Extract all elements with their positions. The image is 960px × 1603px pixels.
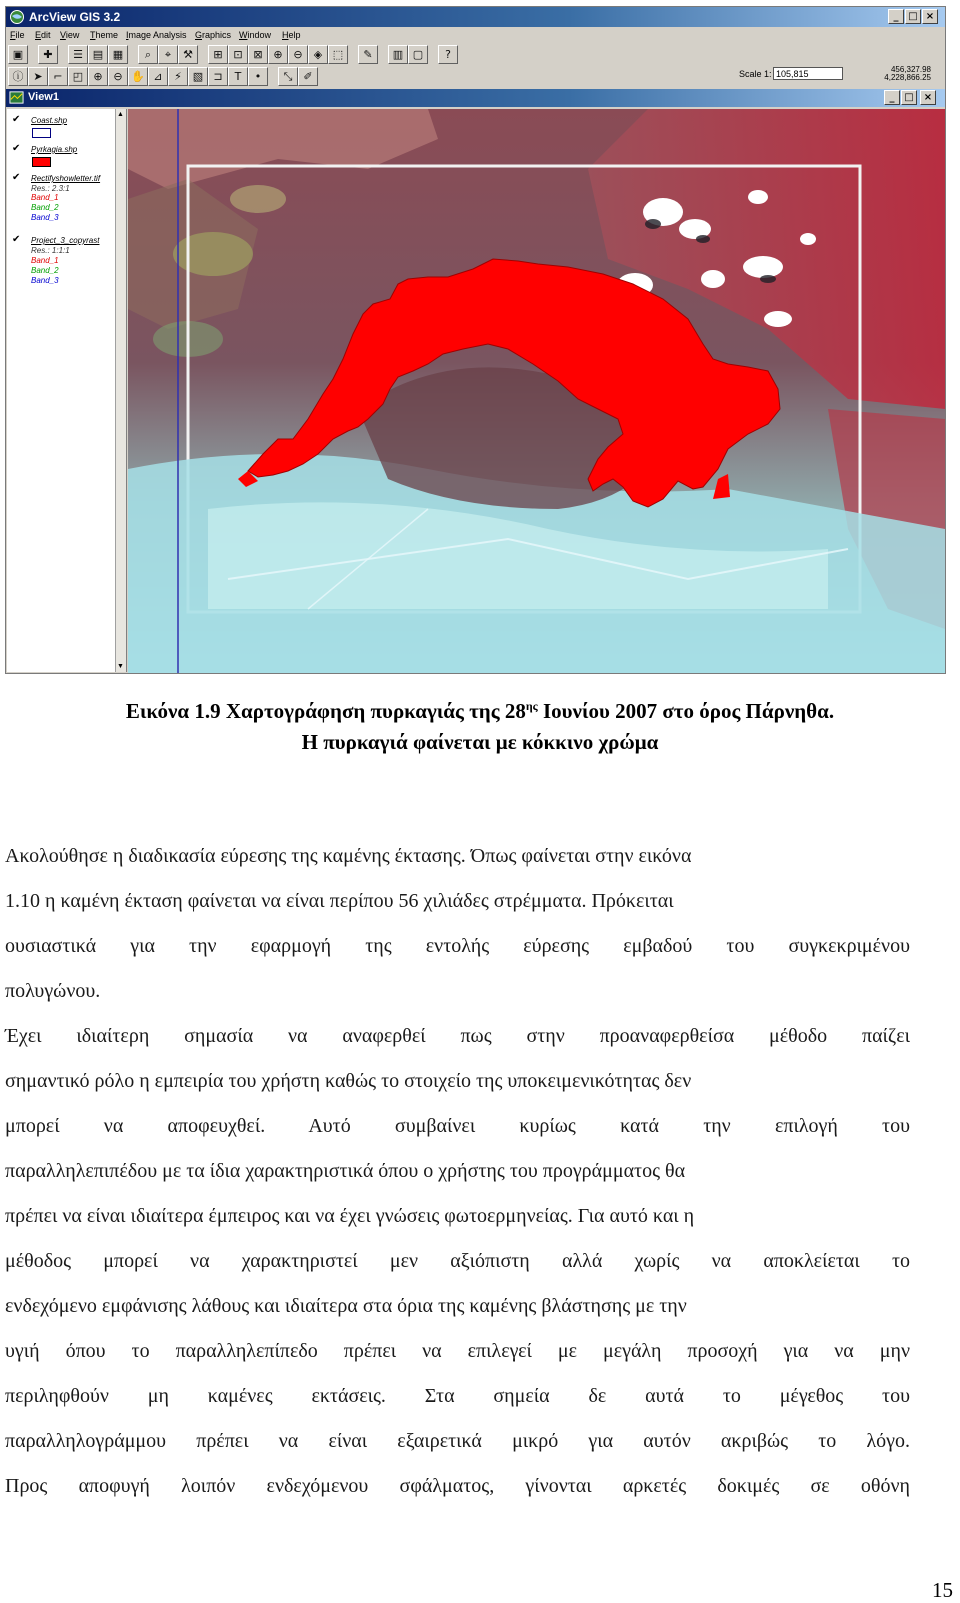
arcview-window [5,6,946,674]
zoom-in-fixed-button[interactable]: ⊕ [268,45,288,64]
view-window [6,89,945,673]
query-builder-button[interactable]: ⚒ [178,45,198,64]
rectify-res: Res.: 2.3:1 [31,184,70,193]
view-titlebar [6,89,945,107]
theme-project3[interactable]: Project_3_copyrast [31,236,100,245]
para2-line: παραλληλογράμμου πρέπει να είναι εξαιρετικά μικρό για αυτόν ακριβώς το λόγο. [5,1430,910,1452]
zoom-selected-button[interactable]: ⊠ [248,45,268,64]
menu-window[interactable]: Window [239,30,272,40]
pan-tool[interactable]: ✋ [128,67,148,86]
menu-bar [6,27,945,44]
project3-band-2: Band_2 [31,266,59,275]
para2-line: Προς αποφυγή λοιπόν ενδεχόμενου σφάλματος, γίνονται αρκετές δοκιμές σε οθόνη [5,1475,910,1497]
view-maximize-button[interactable]: □ [901,90,917,105]
scroll-up-icon[interactable]: ▲ [117,111,124,118]
menu-graphics[interactable]: Graphics [195,30,232,40]
scroll-down-icon[interactable]: ▼ [117,663,124,670]
app-title: ArcView GIS 3.2 [29,10,121,24]
checkbox-rectify[interactable]: ✔ [12,172,21,183]
para2-line: περιληφθούν μη καμένες εκτάσεις. Στα σημεία δε αυτά το μέγεθος του [5,1385,910,1407]
text-tool[interactable]: T [228,67,248,86]
caption-text-a: Εικόνα 1.9 Χαρτογράφηση πυρκαγιάς της 28 [125,699,526,723]
add-theme-button[interactable]: ✚ [38,45,58,64]
view-icon [9,90,24,105]
find-button[interactable]: ⌕ [138,45,158,64]
maximize-button[interactable]: □ [905,9,921,24]
create-layout-button[interactable]: ▢ [408,45,428,64]
clear-selection-button[interactable]: ✎ [358,45,378,64]
close-button[interactable]: × [922,9,938,24]
save-project-button[interactable]: ▣ [8,45,28,64]
project3-band-1: Band_1 [31,256,59,265]
select-features-button[interactable]: ⬚ [328,45,348,64]
locate-button[interactable]: ⌖ [158,45,178,64]
menu-edit[interactable]: Edit [35,30,51,40]
paragraph-1 [5,834,910,1014]
menu-image-analysis[interactable]: Image Analysis [126,30,187,40]
checkbox-pyrkagia[interactable]: ✔ [12,143,21,154]
pointer-tool[interactable]: ➤ [28,67,48,86]
menu-view[interactable]: View [60,30,80,40]
edit-tool[interactable]: ✐ [298,67,318,86]
coordinate-y: 4,228,866.25 [884,73,931,82]
rectify-band-1: Band_1 [31,193,59,202]
zoom-to-themes-button[interactable]: ⊡ [228,45,248,64]
caption-text-b: Ιουνίου 2007 στο όρος Πάρνηθα. [537,699,835,723]
open-table-button[interactable]: ▦ [108,45,128,64]
theme-rectify[interactable]: Rectifyshowletter.tif [31,174,101,183]
para1-line: Ακολούθησε η διαδικασία εύρεσης της καμένης έκτασης. Όπως φαίνεται στην εικόνα [5,845,692,867]
app-titlebar [6,7,945,27]
select-feature-tool[interactable]: ◰ [68,67,88,86]
para2-line: ενδεχόμενο εμφάνισης λάθους και ιδιαίτερα στα όρια της καμένης βλάστησης με την [5,1295,687,1317]
view-close-button[interactable]: × [920,90,936,105]
para2-line: σημαντικό ρόλο η εμπειρία του χρήστη καθώς το στοιχείο της υποκειμενικότητας δεν [5,1070,692,1092]
zoom-out-fixed-button[interactable]: ⊖ [288,45,308,64]
checkbox-project3[interactable]: ✔ [12,234,21,245]
measure-tool[interactable]: ⊿ [148,67,168,86]
map-display[interactable] [128,109,945,673]
snap-tool[interactable]: ⤡ [278,67,298,86]
scale-input[interactable]: 105,815 [773,67,843,80]
checkbox-coast[interactable]: ✔ [12,114,21,125]
minimize-button[interactable]: _ [888,9,904,24]
create-chart-button[interactable]: ▥ [388,45,408,64]
menu-theme[interactable]: Theme [90,30,119,40]
para2-line: μέθοδος μπορεί να χαρακτηριστεί μεν αξιόπιστη αλλά χωρίς να αποκλείεται το [5,1250,910,1272]
para2-line: υγιή όπου το παραλληλεπίπεδο πρέπει να επιλεγεί με μεγάλη προσοχή για να μην [5,1340,910,1362]
satellite-image [128,109,945,673]
paragraph-2 [5,1014,910,1509]
view-minimize-button[interactable]: _ [884,90,900,105]
draw-point-tool[interactable]: • [248,67,268,86]
arcview-globe-icon [9,9,25,25]
identify-tool[interactable]: ⓘ [8,67,28,86]
coordinate-x: 456,327.98 [890,65,931,74]
figure-caption-line1 [0,699,960,724]
label-tool[interactable]: ⊐ [208,67,228,86]
zoom-out-tool[interactable]: ⊖ [108,67,128,86]
page-number: 15 [932,1578,953,1602]
para1-line: πολυγώνου. [5,980,101,1002]
para2-line: παραλληλεπιπέδου με τα ίδια χαρακτηριστικά όπου ο χρήστης του προγράμματος θα [5,1160,686,1182]
help-button[interactable]: ? [438,45,458,64]
para1-line: ουσιαστικά για την εφαρμογή της εντολής εύρεσης εμβαδού του συγκεκριμένου [5,935,910,957]
table-of-contents [7,109,127,672]
zoom-previous-button[interactable]: ◈ [308,45,328,64]
para2-line: πρέπει να είναι ιδιαίτερα έμπειρος και να έχει γνώσεις φωτοερμηνείας. Για αυτό και η [5,1205,695,1227]
project3-band-3: Band_3 [31,276,59,285]
scale-label: Scale 1: [739,69,772,79]
toc-scrollbar[interactable] [115,109,126,672]
coordinate-readout [861,66,931,82]
theme-properties-button[interactable]: ☰ [68,45,88,64]
zoom-full-extent-button[interactable]: ⊞ [208,45,228,64]
edit-legend-button[interactable]: ▤ [88,45,108,64]
rectify-band-2: Band_2 [31,203,59,212]
para1-line: 1.10 η καμένη έκταση φαίνεται να είναι περίπου 56 χιλιάδες στρέμματα. Πρόκειται [5,890,674,912]
menu-file[interactable]: File [10,30,25,40]
caption-superscript: ης [525,699,538,713]
zoom-in-tool[interactable]: ⊕ [88,67,108,86]
vertex-edit-tool[interactable]: ⌐ [48,67,68,86]
project3-res: Res.: 1:1:1 [31,246,70,255]
rectify-band-3: Band_3 [31,213,59,222]
theme-coast[interactable]: Coast.shp [31,116,68,125]
area-of-interest-tool[interactable]: ▧ [188,67,208,86]
pyrkagia-swatch [32,157,51,167]
hotlink-tool[interactable]: ⚡ [168,67,188,86]
para2-line: Έχει ιδιαίτερη σημασία να αναφερθεί πως στην προαναφερθείσα μέθοδο παίζει [5,1025,910,1047]
coast-swatch [32,128,51,138]
theme-pyrkagia[interactable]: Pyrkagia.shp [31,145,78,154]
view-title: View1 [28,91,59,103]
menu-help[interactable]: Help [282,30,301,40]
para2-line: μπορεί να αποφευχθεί. Αυτό συμβαίνει κυρίως κατά την επιλογή του [5,1115,910,1137]
figure-caption-line2: Η πυρκαγιά φαίνεται με κόκκινο χρώμα [301,730,659,754]
